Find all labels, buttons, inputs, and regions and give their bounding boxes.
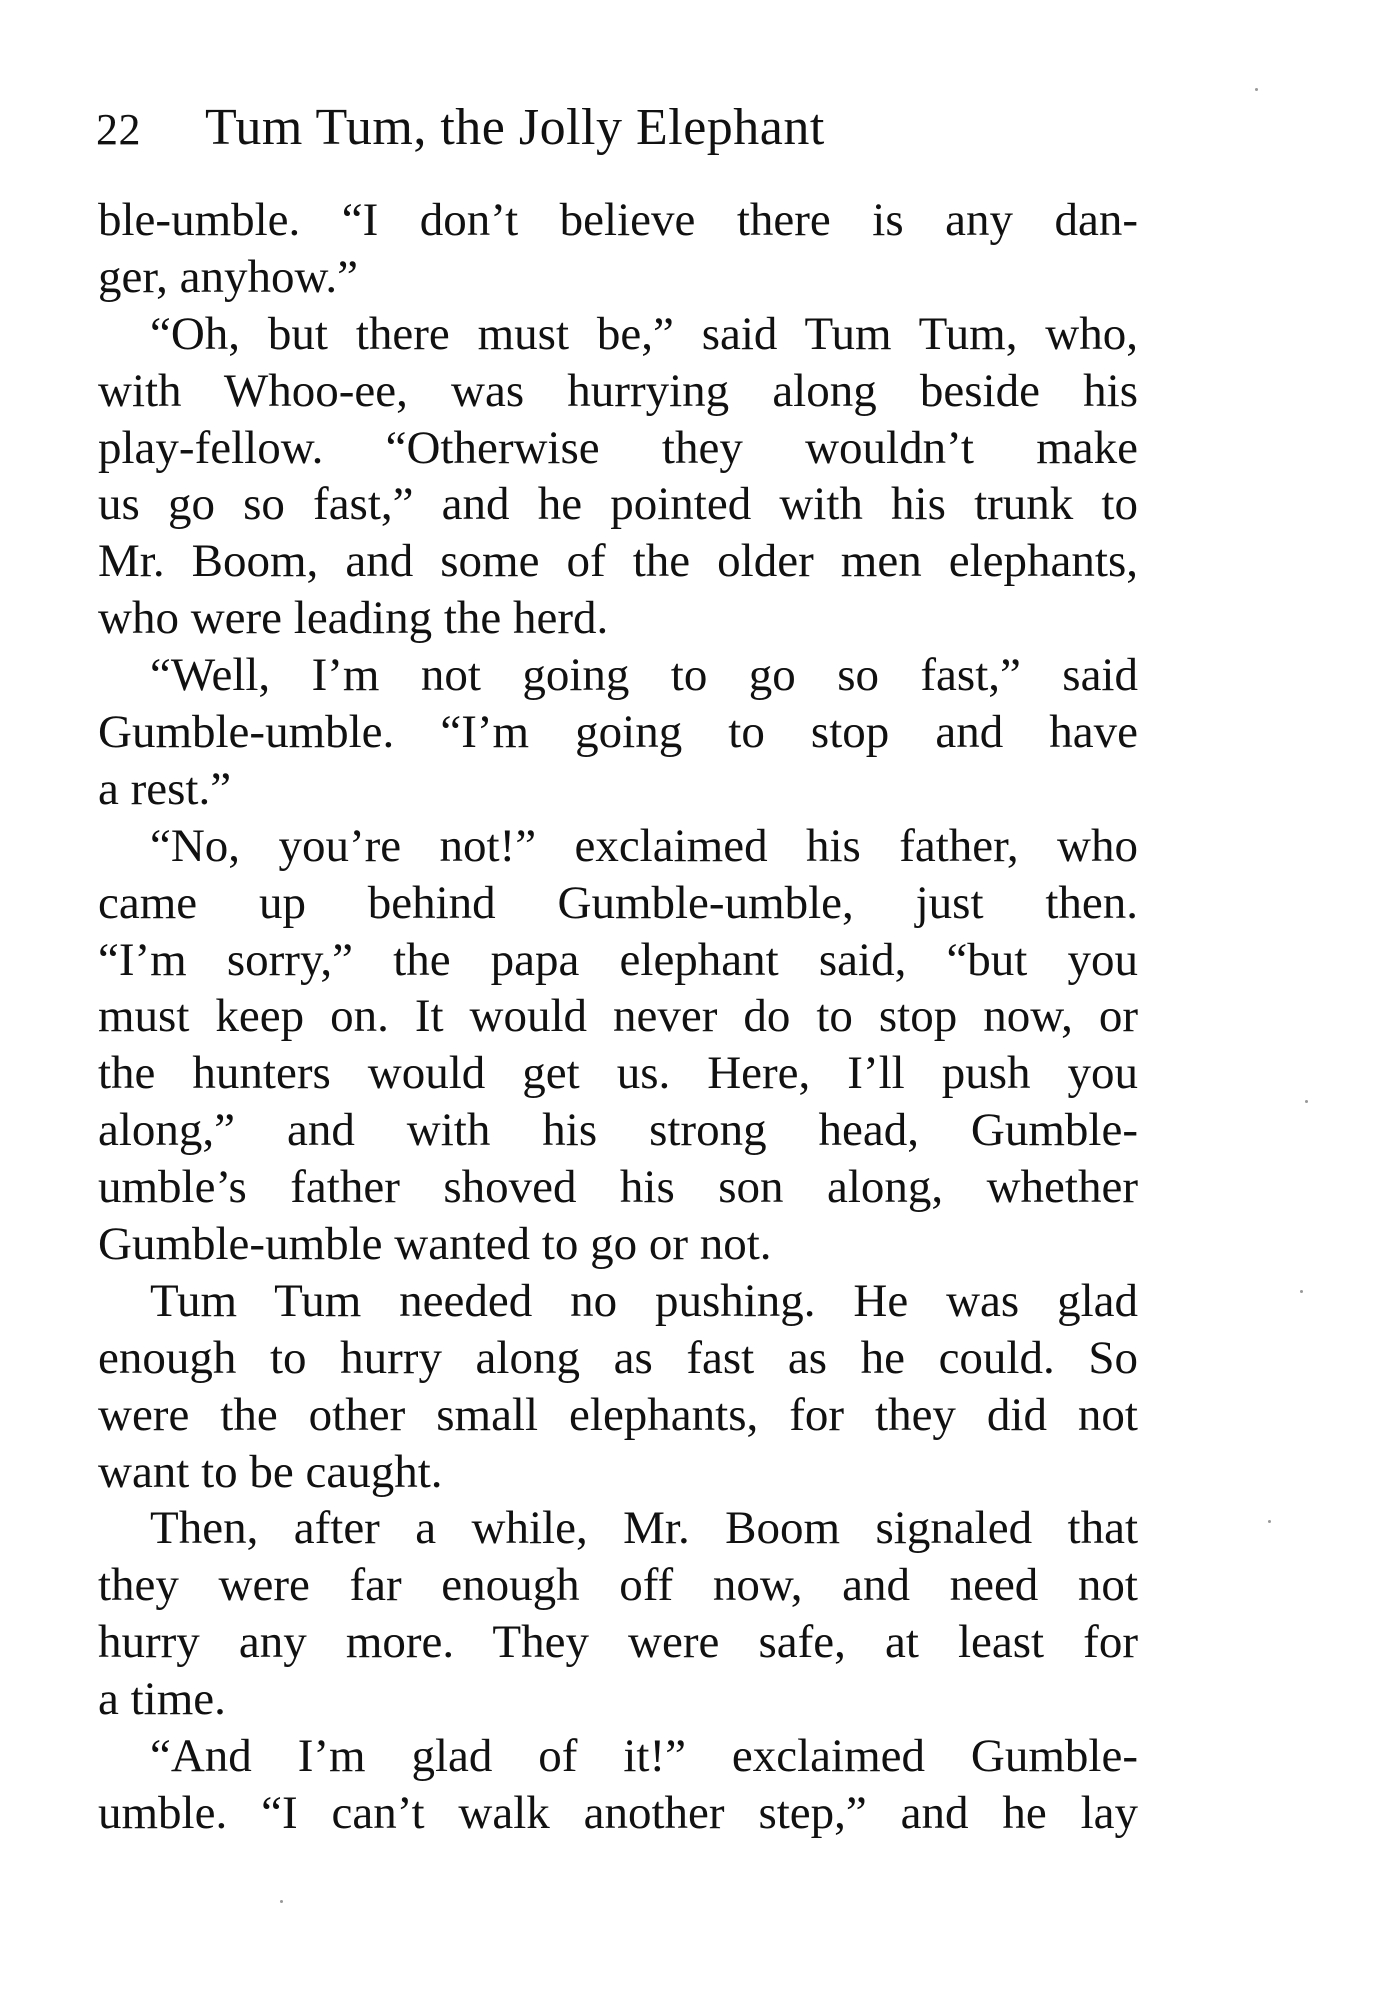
text-line: Mr. Boom, and some of the older men elephants, xyxy=(98,535,1138,588)
text-line: were the other small elephants, for they did not xyxy=(98,1388,1138,1441)
text-line: want to be caught. xyxy=(98,1445,443,1498)
text-line: the hunters would get us. Here, I’ll push you xyxy=(98,1047,1138,1100)
text-line: came up behind Gumble-umble, just then. xyxy=(98,876,1138,929)
text-line: must keep on. It would never do to stop now, or xyxy=(98,990,1138,1043)
text-line: Gumble-umble. “I’m going to stop and have xyxy=(98,706,1138,759)
text-line: Gumble-umble wanted to go or not. xyxy=(98,1218,772,1271)
text-line: a time. xyxy=(98,1673,226,1726)
scan-speck xyxy=(1305,1100,1308,1103)
text-line: “No, you’re not!” exclaimed his father, who xyxy=(150,819,1138,872)
scan-speck xyxy=(1300,1290,1303,1293)
text-line: us go so fast,” and he pointed with his trunk to xyxy=(98,478,1138,531)
text-line: “I’m sorry,” the papa elephant said, “but you xyxy=(98,933,1138,986)
scan-speck xyxy=(280,1900,283,1903)
text-line: Then, after a while, Mr. Boom signaled that xyxy=(150,1502,1138,1555)
text-line: umble. “I can’t walk another step,” and he lay xyxy=(98,1786,1138,1839)
text-line: a rest.” xyxy=(98,762,232,815)
scan-speck xyxy=(1255,88,1258,91)
text-line: “Well, I’m not going to go so fast,” said xyxy=(150,649,1138,702)
book-title: Tum Tum, the Jolly Elephant xyxy=(205,99,825,156)
text-line: play-fellow. “Otherwise they wouldn’t make xyxy=(98,421,1138,474)
text-line: hurry any more. They were safe, at least for xyxy=(98,1616,1138,1669)
scan-speck xyxy=(1268,1520,1271,1523)
text-line: with Whoo-ee, was hurrying along beside his xyxy=(98,364,1138,417)
text-line: “Oh, but there must be,” said Tum Tum, who, xyxy=(150,307,1138,360)
text-line: “And I’m glad of it!” exclaimed Gumble- xyxy=(150,1730,1138,1783)
text-line: enough to hurry along as fast as he could. So xyxy=(98,1331,1138,1384)
text-line: ger, anyhow.” xyxy=(98,250,358,303)
body-text xyxy=(98,192,1138,1842)
text-line: ble-umble. “I don’t believe there is any dan- xyxy=(98,194,1138,246)
page-number: 22 xyxy=(96,105,141,154)
text-line: they were far enough off now, and need not xyxy=(98,1559,1138,1612)
text-line: who were leading the herd. xyxy=(98,592,609,645)
running-head xyxy=(96,98,825,160)
text-line: Tum Tum needed no pushing. He was glad xyxy=(150,1274,1138,1327)
text-line: along,” and with his strong head, Gumble- xyxy=(98,1104,1138,1157)
text-line: umble’s father shoved his son along, whether xyxy=(98,1161,1138,1214)
